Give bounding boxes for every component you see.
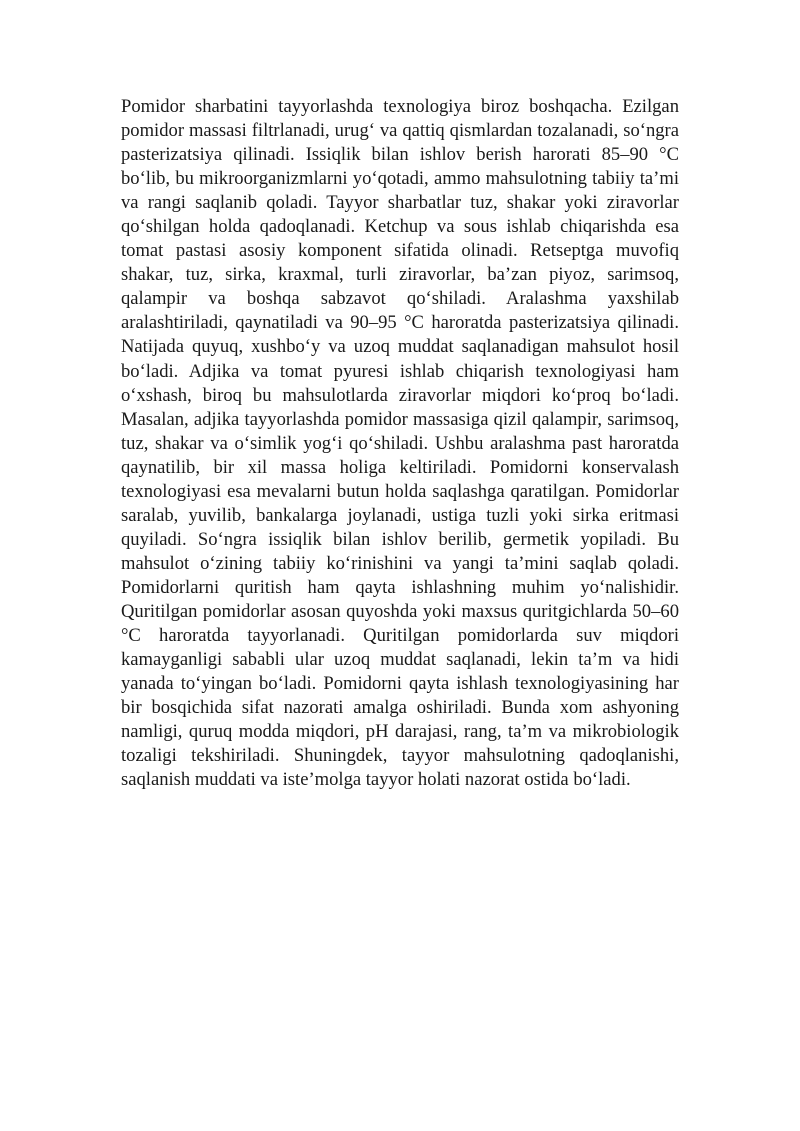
body-paragraph: Pomidor sharbatini tayyorlashda texnologiya biroz boshqacha. Ezilgan pomidor massasi filtrlanadi, urug‘ va qattiq qismlardan tozalanadi, so‘ngra pasterizatsiya qilinadi. Issiqlik bilan ishlov berish harorati 85–90 °C bo‘lib, bu mikroorganizmlarni yo‘qotadi, ammo mahsulotning tabiiy ta’mi va rangi saqlanib qoladi. Tayyor sharbatlar tuz, shakar yoki ziravorlar qo‘shilgan holda qadoqlanadi. Ketchup va sous ishlab chiqarishda esa tomat pastasi asosiy komponent sifatida olinadi. Retseptga muvofiq shakar, tuz, sirka, kraxmal, turli ziravorlar, ba’zan piyoz, sarimsoq, qalampir va boshqa sabzavot qo‘shiladi. Aralashma yaxshilab aralashtiriladi, qaynatiladi va 90–95 °C haroratda pasterizatsiya qilinadi. Natijada quyuq, xushbo‘y va uzoq muddat saqlanadigan mahsulot hosil bo‘ladi. Adjika va tomat pyuresi ishlab chiqarish texnologiyasi ham o‘xshash, biroq bu mahsulotlarda ziravorlar miqdori ko‘proq bo‘ladi. Masalan, adjika tayyorlashda pomidor massasiga qizil qalampir, sarimsoq, tuz, shakar va o‘simlik yog‘i qo‘shiladi. Ushbu aralashma past haroratda qaynatilib, bir xil massa holiga keltiriladi. Pomidorni konservalash texnologiyasi esa mevalarni butun holda saqlashga qaratilgan. Pomidorlar saralab, yuvilib, bankalarga joylanadi, ustiga tuzli yoki sirka eritmasi quyiladi. So‘ngra issiqlik bilan ishlov berilib, germetik yopiladi. Bu mahsulot o‘zining tabiiy ko‘rinishini va yangi ta’mini saqlab qoladi. Pomidorlarni quritish ham qayta ishlashning muhim yo‘nalishidir. Quritilgan pomidorlar asosan quyoshda yoki maxsus quritgichlarda 50–60 °C haroratda tayyorlanadi. Quritilgan pomidorlarda suv miqdori kamayganligi sababli ular uzoq muddat saqlanadi, lekin ta’m va hidi yanada to‘yingan bo‘ladi. Pomidorni qayta ishlash texnologiyasining har bir bosqichida sifat nazorati amalga oshiriladi. Bunda xom ashyoning namligi, quruq modda miqdori, pH darajasi, rang, ta’m va mikrobiologik tozaligi tekshiriladi. Shuningdek, tayyor mahsulotning qadoqlanishi, saqlanish muddati va iste’molga tayyor holati nazorat ostida bo‘ladi.: [121, 96, 679, 791]
